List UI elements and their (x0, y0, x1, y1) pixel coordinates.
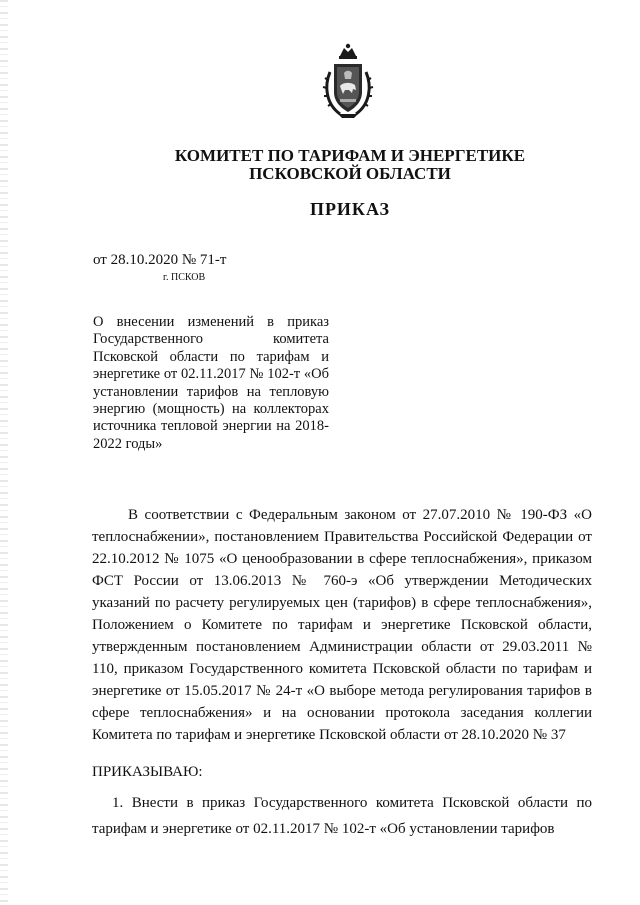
order-item-1: 1. Внести в приказ Государственного комитета Псковской области по тарифам и энергетике от 02.11.2017 № 102-т «Об установлении тарифов (92, 795, 592, 837)
document-type: ПРИКАЗ (309, 199, 391, 219)
preamble-text: В соответствии с Федеральным законом от 27.07.2010 № 190-ФЗ «О теплоснабжении», постановлением Правительства Российской Федерации от 22.10.2012 № 1075 «О ценообразовании в сфере теплоснабжения», приказом ФСТ России от 13.06.2013 № 760-э «Об утверждении Методических указаний по расчету регулируемых цен (тарифов) в сфере теплоснабжения», Положением о Комитете по тарифам и энергетике Псковской области, утвержденным постановлением Администрации области от 29.03.2011 № 110, приказом Государственного комитета Псковской области по тарифам и энергетике от 15.05.2017 № 24-т «О выборе метода регулирования тарифов в сфере теплоснабжения» и на основании протокола заседания коллегии Комитета по тарифам и энергетике Псковской области от 28.10.2020 № 37 (92, 507, 592, 743)
order-word: ПРИКАЗЫВАЮ: (92, 764, 203, 780)
org-name-line2: ПСКОВСКОЙ ОБЛАСТИ (249, 164, 451, 183)
document-subject: О внесении изменений в приказ Государственного комитета Псковской области по тарифам и энергетике от 02.11.2017 № 102-т «Об установлении тарифов на тепловую энергию (мощность) на коллекторах источника тепловой энергии на 2018-2022 годы» (93, 314, 329, 452)
coat-of-arms-icon (318, 42, 378, 120)
document-preamble (92, 504, 592, 746)
org-name-line1: КОМИТЕТ ПО ТАРИФАМ И ЭНЕРГЕТИКЕ (174, 146, 526, 165)
scan-edge (0, 0, 8, 905)
document-date-number: от 28.10.2020 № 71-т (93, 252, 227, 268)
document-city: г. ПСКОВ (163, 272, 206, 283)
